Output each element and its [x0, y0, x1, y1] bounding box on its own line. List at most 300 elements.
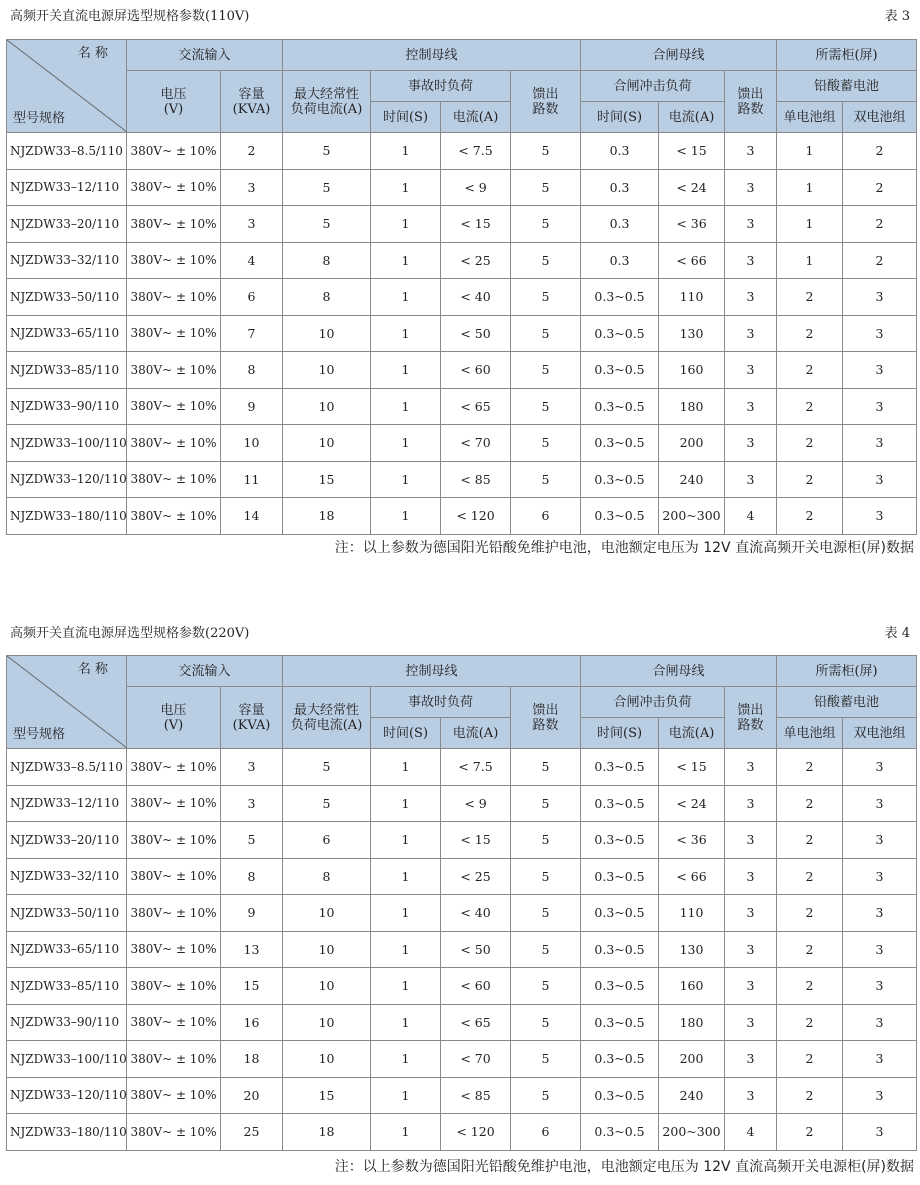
cell-model: NJZDW33–8.5/110 [7, 133, 127, 170]
header-impact-load: 合闸冲击负荷 [581, 687, 725, 718]
cell-capacity: 5 [221, 822, 283, 859]
cell-impact-time: 0.3~0.5 [581, 425, 659, 462]
header-current: 电流(A) [659, 718, 725, 749]
cell-single-battery-group: 2 [777, 352, 843, 389]
cell-single-battery-group: 1 [777, 242, 843, 279]
header-fault-load: 事故时负荷 [371, 71, 511, 102]
cell-model: NJZDW33–90/110 [7, 388, 127, 425]
cell-capacity: 4 [221, 242, 283, 279]
cell-fault-current: < 50 [441, 931, 511, 968]
cell-fault-current: < 7.5 [441, 133, 511, 170]
cell-double-battery-group: 3 [843, 498, 917, 535]
corner-label-model: 型号规格 [13, 111, 66, 126]
cell-fault-current: < 50 [441, 315, 511, 352]
cell-impact-time: 0.3~0.5 [581, 822, 659, 859]
corner-header [7, 40, 127, 133]
table-number: 表 3 [884, 9, 910, 24]
cell-closing-feeders: 3 [725, 425, 777, 462]
cell-impact-current: < 15 [659, 749, 725, 786]
header-current: 电流(A) [441, 102, 511, 133]
cell-control-feeders: 5 [511, 1004, 581, 1041]
cell-double-battery-group: 3 [843, 895, 917, 932]
cell-max-load-current: 5 [283, 749, 371, 786]
cell-impact-time: 0.3~0.5 [581, 352, 659, 389]
cell-fault-time: 1 [371, 931, 441, 968]
cell-impact-current: < 24 [659, 169, 725, 206]
cell-model: NJZDW33–100/110 [7, 425, 127, 462]
cell-control-feeders: 5 [511, 822, 581, 859]
cell-double-battery-group: 3 [843, 931, 917, 968]
cell-ac-voltage: 380V~ ± 10% [127, 206, 221, 243]
table-body [7, 749, 917, 1151]
cell-max-load-current: 6 [283, 822, 371, 859]
cell-impact-time: 0.3~0.5 [581, 1077, 659, 1114]
cell-fault-time: 1 [371, 1004, 441, 1041]
cell-fault-time: 1 [371, 498, 441, 535]
header-double-group: 双电池组 [843, 718, 917, 749]
cell-ac-voltage: 380V~ ± 10% [127, 931, 221, 968]
cell-ac-voltage: 380V~ ± 10% [127, 352, 221, 389]
header-impact-load: 合闸冲击负荷 [581, 71, 725, 102]
cell-capacity: 3 [221, 169, 283, 206]
cell-control-feeders: 5 [511, 749, 581, 786]
cell-control-feeders: 6 [511, 1114, 581, 1151]
spec-table-110v [6, 39, 917, 535]
cell-fault-time: 1 [371, 822, 441, 859]
header-capacity: 容量 (KVA) [221, 71, 283, 133]
table-row [7, 388, 917, 425]
cell-single-battery-group: 2 [777, 749, 843, 786]
header-current: 电流(A) [659, 102, 725, 133]
corner-label-name: 名 称 [77, 662, 108, 677]
cell-ac-voltage: 380V~ ± 10% [127, 1041, 221, 1078]
cell-ac-voltage: 380V~ ± 10% [127, 425, 221, 462]
cell-control-feeders: 5 [511, 931, 581, 968]
cell-double-battery-group: 3 [843, 1041, 917, 1078]
cell-ac-voltage: 380V~ ± 10% [127, 242, 221, 279]
cell-impact-current: 240 [659, 1077, 725, 1114]
header-feeder: 馈出 路数 [511, 687, 581, 749]
cell-fault-time: 1 [371, 968, 441, 1005]
cell-double-battery-group: 3 [843, 1114, 917, 1151]
cell-impact-current: 180 [659, 1004, 725, 1041]
cell-max-load-current: 15 [283, 1077, 371, 1114]
cell-single-battery-group: 2 [777, 1077, 843, 1114]
cell-ac-voltage: 380V~ ± 10% [127, 461, 221, 498]
cell-closing-feeders: 3 [725, 785, 777, 822]
cell-capacity: 13 [221, 931, 283, 968]
cell-fault-current: < 15 [441, 822, 511, 859]
cell-max-load-current: 15 [283, 461, 371, 498]
cell-capacity: 14 [221, 498, 283, 535]
table-row [7, 425, 917, 462]
cell-closing-feeders: 3 [725, 133, 777, 170]
cell-capacity: 20 [221, 1077, 283, 1114]
cell-control-feeders: 5 [511, 1041, 581, 1078]
cell-single-battery-group: 2 [777, 895, 843, 932]
cell-single-battery-group: 1 [777, 133, 843, 170]
cell-max-load-current: 10 [283, 1004, 371, 1041]
cell-fault-time: 1 [371, 1041, 441, 1078]
cell-impact-time: 0.3~0.5 [581, 968, 659, 1005]
cell-closing-feeders: 3 [725, 822, 777, 859]
table-caption [10, 622, 910, 640]
cell-impact-time: 0.3 [581, 242, 659, 279]
header-ac-input: 交流输入 [127, 656, 283, 687]
cell-impact-current: < 66 [659, 858, 725, 895]
cell-fault-current: < 85 [441, 1077, 511, 1114]
cell-double-battery-group: 3 [843, 1077, 917, 1114]
cell-control-feeders: 5 [511, 461, 581, 498]
cell-ac-voltage: 380V~ ± 10% [127, 858, 221, 895]
cell-fault-time: 1 [371, 169, 441, 206]
cell-fault-time: 1 [371, 461, 441, 498]
cell-control-feeders: 5 [511, 169, 581, 206]
header-current: 电流(A) [441, 718, 511, 749]
cell-double-battery-group: 3 [843, 1004, 917, 1041]
cell-closing-feeders: 3 [725, 1077, 777, 1114]
header-closing-bus: 合闸母线 [581, 656, 777, 687]
cell-ac-voltage: 380V~ ± 10% [127, 1114, 221, 1151]
cell-impact-time: 0.3~0.5 [581, 858, 659, 895]
cell-double-battery-group: 3 [843, 425, 917, 462]
cell-impact-time: 0.3 [581, 206, 659, 243]
cell-impact-time: 0.3~0.5 [581, 498, 659, 535]
cell-fault-current: < 15 [441, 206, 511, 243]
cell-closing-feeders: 4 [725, 498, 777, 535]
header-double-group: 双电池组 [843, 102, 917, 133]
cell-closing-feeders: 3 [725, 968, 777, 1005]
table-body [7, 133, 917, 535]
cell-double-battery-group: 3 [843, 749, 917, 786]
cell-fault-current: < 40 [441, 895, 511, 932]
header-max-load: 最大经常性 负荷电流(A) [283, 71, 371, 133]
table-row [7, 931, 917, 968]
cell-max-load-current: 10 [283, 1041, 371, 1078]
cell-closing-feeders: 3 [725, 1004, 777, 1041]
cell-control-feeders: 5 [511, 315, 581, 352]
table-row [7, 461, 917, 498]
cell-double-battery-group: 3 [843, 858, 917, 895]
cell-max-load-current: 5 [283, 206, 371, 243]
cell-model: NJZDW33–32/110 [7, 858, 127, 895]
cell-single-battery-group: 1 [777, 169, 843, 206]
cell-impact-current: 180 [659, 388, 725, 425]
cell-single-battery-group: 2 [777, 315, 843, 352]
cell-control-feeders: 5 [511, 425, 581, 462]
cell-double-battery-group: 3 [843, 279, 917, 316]
header-feeder: 馈出 路数 [511, 71, 581, 133]
cell-fault-current: < 9 [441, 785, 511, 822]
cell-capacity: 18 [221, 1041, 283, 1078]
header-time: 时间(S) [581, 718, 659, 749]
header-single-group: 单电池组 [777, 718, 843, 749]
cell-ac-voltage: 380V~ ± 10% [127, 749, 221, 786]
cell-single-battery-group: 2 [777, 858, 843, 895]
table-note: 注：以上参数为德国阳光铅酸免维护电池，电池额定电压为 12V 直流高频开关电源柜(屏)数据 [334, 540, 914, 556]
cell-impact-time: 0.3 [581, 133, 659, 170]
cell-fault-time: 1 [371, 858, 441, 895]
table-row [7, 1041, 917, 1078]
cell-capacity: 3 [221, 785, 283, 822]
header-cabinet: 所需柜(屏) [777, 656, 917, 687]
table-row [7, 279, 917, 316]
cell-closing-feeders: 3 [725, 749, 777, 786]
cell-single-battery-group: 2 [777, 785, 843, 822]
cell-model: NJZDW33–120/110 [7, 1077, 127, 1114]
cell-impact-time: 0.3~0.5 [581, 749, 659, 786]
cell-single-battery-group: 2 [777, 822, 843, 859]
table-note: 注：以上参数为德国阳光铅酸免维护电池，电池额定电压为 12V 直流高频开关电源柜(屏)数据 [334, 1159, 914, 1175]
header-closing-bus: 合闸母线 [581, 40, 777, 71]
header-battery: 铅酸蓄电池 [777, 687, 917, 718]
header-feeder: 馈出 路数 [725, 687, 777, 749]
cell-single-battery-group: 2 [777, 968, 843, 1005]
header-single-group: 单电池组 [777, 102, 843, 133]
cell-ac-voltage: 380V~ ± 10% [127, 822, 221, 859]
cell-fault-time: 1 [371, 425, 441, 462]
cell-impact-current: 240 [659, 461, 725, 498]
cell-double-battery-group: 2 [843, 133, 917, 170]
cell-closing-feeders: 3 [725, 169, 777, 206]
cell-model: NJZDW33–20/110 [7, 822, 127, 859]
cell-closing-feeders: 3 [725, 388, 777, 425]
cell-capacity: 3 [221, 206, 283, 243]
cell-fault-time: 1 [371, 315, 441, 352]
cell-fault-current: < 70 [441, 425, 511, 462]
cell-single-battery-group: 2 [777, 931, 843, 968]
header-time: 时间(S) [371, 718, 441, 749]
cell-capacity: 2 [221, 133, 283, 170]
cell-capacity: 3 [221, 749, 283, 786]
cell-fault-current: < 65 [441, 388, 511, 425]
cell-capacity: 25 [221, 1114, 283, 1151]
cell-model: NJZDW33–32/110 [7, 242, 127, 279]
cell-capacity: 6 [221, 279, 283, 316]
table-row [7, 315, 917, 352]
cell-impact-time: 0.3~0.5 [581, 785, 659, 822]
cell-closing-feeders: 3 [725, 242, 777, 279]
cell-impact-time: 0.3~0.5 [581, 388, 659, 425]
cell-impact-time: 0.3~0.5 [581, 315, 659, 352]
cell-single-battery-group: 1 [777, 206, 843, 243]
cell-model: NJZDW33–85/110 [7, 352, 127, 389]
cell-fault-time: 1 [371, 352, 441, 389]
cell-ac-voltage: 380V~ ± 10% [127, 1077, 221, 1114]
cell-max-load-current: 18 [283, 1114, 371, 1151]
spec-table-220v [6, 655, 917, 1151]
cell-model: NJZDW33–12/110 [7, 785, 127, 822]
cell-ac-voltage: 380V~ ± 10% [127, 968, 221, 1005]
cell-impact-time: 0.3~0.5 [581, 895, 659, 932]
cell-fault-current: < 65 [441, 1004, 511, 1041]
cell-fault-time: 1 [371, 1114, 441, 1151]
table-row [7, 858, 917, 895]
cell-max-load-current: 5 [283, 169, 371, 206]
header-time: 时间(S) [371, 102, 441, 133]
table-row [7, 133, 917, 170]
table-row [7, 498, 917, 535]
cell-double-battery-group: 2 [843, 242, 917, 279]
header-fault-load: 事故时负荷 [371, 687, 511, 718]
cell-closing-feeders: 3 [725, 858, 777, 895]
table-title: 高频开关直流电源屏选型规格参数(220V) [10, 626, 250, 641]
table-row [7, 1114, 917, 1151]
cell-closing-feeders: 3 [725, 206, 777, 243]
cell-max-load-current: 10 [283, 352, 371, 389]
cell-closing-feeders: 3 [725, 1041, 777, 1078]
cell-model: NJZDW33–120/110 [7, 461, 127, 498]
cell-model: NJZDW33–65/110 [7, 931, 127, 968]
cell-fault-current: < 60 [441, 968, 511, 1005]
cell-impact-current: < 24 [659, 785, 725, 822]
cell-double-battery-group: 3 [843, 315, 917, 352]
cell-fault-time: 1 [371, 206, 441, 243]
cell-closing-feeders: 4 [725, 1114, 777, 1151]
cell-double-battery-group: 3 [843, 785, 917, 822]
cell-model: NJZDW33–8.5/110 [7, 749, 127, 786]
cell-impact-time: 0.3~0.5 [581, 1004, 659, 1041]
table-number: 表 4 [884, 626, 910, 641]
cell-max-load-current: 10 [283, 895, 371, 932]
cell-model: NJZDW33–12/110 [7, 169, 127, 206]
cell-capacity: 8 [221, 858, 283, 895]
table-row [7, 169, 917, 206]
cell-control-feeders: 5 [511, 858, 581, 895]
table-row [7, 822, 917, 859]
cell-max-load-current: 18 [283, 498, 371, 535]
cell-max-load-current: 5 [283, 785, 371, 822]
header-capacity: 容量 (KVA) [221, 687, 283, 749]
cell-ac-voltage: 380V~ ± 10% [127, 315, 221, 352]
cell-ac-voltage: 380V~ ± 10% [127, 1004, 221, 1041]
cell-fault-current: < 25 [441, 858, 511, 895]
cell-capacity: 9 [221, 895, 283, 932]
cell-double-battery-group: 3 [843, 822, 917, 859]
cell-double-battery-group: 3 [843, 461, 917, 498]
table-row [7, 206, 917, 243]
cell-control-feeders: 5 [511, 1077, 581, 1114]
table-row [7, 749, 917, 786]
cell-closing-feeders: 3 [725, 352, 777, 389]
cell-ac-voltage: 380V~ ± 10% [127, 785, 221, 822]
cell-ac-voltage: 380V~ ± 10% [127, 279, 221, 316]
table-row [7, 895, 917, 932]
cell-closing-feeders: 3 [725, 315, 777, 352]
cell-fault-current: < 120 [441, 498, 511, 535]
cell-single-battery-group: 2 [777, 1004, 843, 1041]
cell-impact-current: < 66 [659, 242, 725, 279]
table-title: 高频开关直流电源屏选型规格参数(110V) [10, 9, 250, 24]
table-caption [10, 5, 910, 23]
cell-max-load-current: 8 [283, 279, 371, 316]
cell-impact-current: 130 [659, 931, 725, 968]
cell-fault-current: < 40 [441, 279, 511, 316]
cell-model: NJZDW33–20/110 [7, 206, 127, 243]
cell-capacity: 10 [221, 425, 283, 462]
table-row [7, 1004, 917, 1041]
cell-model: NJZDW33–180/110 [7, 1114, 127, 1151]
cell-fault-time: 1 [371, 895, 441, 932]
cell-single-battery-group: 2 [777, 388, 843, 425]
cell-fault-time: 1 [371, 133, 441, 170]
cell-capacity: 15 [221, 968, 283, 1005]
cell-model: NJZDW33–65/110 [7, 315, 127, 352]
cell-ac-voltage: 380V~ ± 10% [127, 133, 221, 170]
table-row [7, 242, 917, 279]
cell-single-battery-group: 2 [777, 498, 843, 535]
cell-single-battery-group: 2 [777, 425, 843, 462]
cell-impact-current: 200~300 [659, 1114, 725, 1151]
cell-control-feeders: 5 [511, 895, 581, 932]
cell-impact-current: < 15 [659, 133, 725, 170]
cell-capacity: 16 [221, 1004, 283, 1041]
cell-capacity: 9 [221, 388, 283, 425]
cell-model: NJZDW33–180/110 [7, 498, 127, 535]
cell-closing-feeders: 3 [725, 461, 777, 498]
cell-fault-time: 1 [371, 785, 441, 822]
corner-header [7, 656, 127, 749]
cell-double-battery-group: 2 [843, 169, 917, 206]
cell-impact-current: < 36 [659, 822, 725, 859]
header-time: 时间(S) [581, 102, 659, 133]
cell-fault-time: 1 [371, 279, 441, 316]
table-row [7, 1077, 917, 1114]
corner-label-name: 名 称 [77, 46, 108, 61]
cell-impact-current: 110 [659, 279, 725, 316]
cell-single-battery-group: 2 [777, 1041, 843, 1078]
table-row [7, 968, 917, 1005]
cell-fault-current: < 60 [441, 352, 511, 389]
cell-impact-current: 160 [659, 968, 725, 1005]
cell-control-feeders: 5 [511, 968, 581, 1005]
cell-closing-feeders: 3 [725, 931, 777, 968]
cell-ac-voltage: 380V~ ± 10% [127, 498, 221, 535]
cell-fault-time: 1 [371, 388, 441, 425]
cell-fault-current: < 7.5 [441, 749, 511, 786]
cell-double-battery-group: 3 [843, 352, 917, 389]
cell-control-feeders: 5 [511, 133, 581, 170]
cell-impact-time: 0.3~0.5 [581, 1041, 659, 1078]
cell-max-load-current: 10 [283, 968, 371, 1005]
header-control-bus: 控制母线 [283, 40, 581, 71]
header-control-bus: 控制母线 [283, 656, 581, 687]
cell-impact-time: 0.3~0.5 [581, 931, 659, 968]
cell-single-battery-group: 2 [777, 1114, 843, 1151]
cell-fault-current: < 25 [441, 242, 511, 279]
cell-max-load-current: 10 [283, 425, 371, 462]
cell-model: NJZDW33–85/110 [7, 968, 127, 1005]
cell-impact-time: 0.3 [581, 169, 659, 206]
cell-control-feeders: 5 [511, 279, 581, 316]
cell-fault-current: < 70 [441, 1041, 511, 1078]
cell-fault-current: < 9 [441, 169, 511, 206]
cell-fault-time: 1 [371, 1077, 441, 1114]
cell-impact-current: 200 [659, 1041, 725, 1078]
cell-max-load-current: 10 [283, 931, 371, 968]
cell-closing-feeders: 3 [725, 279, 777, 316]
cell-impact-current: < 36 [659, 206, 725, 243]
corner-label-model: 型号规格 [13, 727, 66, 742]
cell-impact-time: 0.3~0.5 [581, 461, 659, 498]
header-cabinet: 所需柜(屏) [777, 40, 917, 71]
cell-fault-time: 1 [371, 749, 441, 786]
cell-impact-current: 130 [659, 315, 725, 352]
cell-model: NJZDW33–100/110 [7, 1041, 127, 1078]
cell-capacity: 7 [221, 315, 283, 352]
cell-impact-time: 0.3~0.5 [581, 279, 659, 316]
cell-fault-time: 1 [371, 242, 441, 279]
